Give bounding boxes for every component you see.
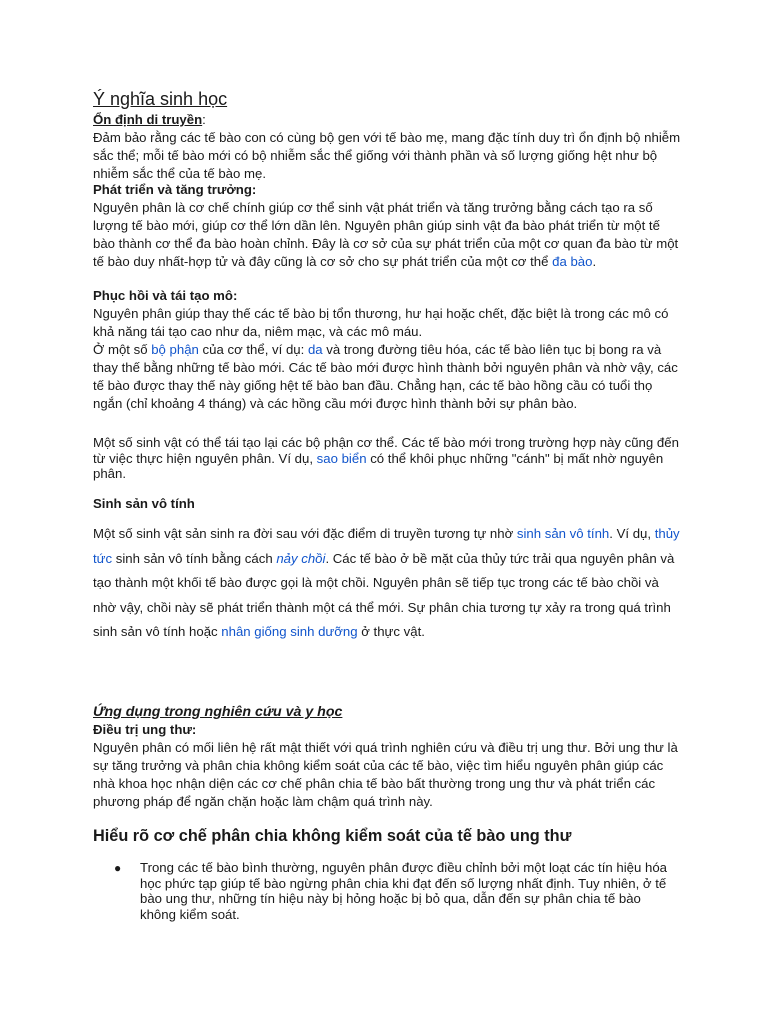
link-da-bao[interactable]: đa bào — [552, 254, 593, 269]
stability-section — [93, 111, 683, 183]
repair-p2-end: và trong đường tiêu hóa, các tế bào liên tục bị bong ra và thay thế bằng những tế bào mới. Các tế bào mới được hình thành bởi nguyên phân và nhờ vậy, các tế bào được thay thế này giống hệt tế bào ban đầu. Chẳng hạn, các tế bào hồng cầu có tuổi thọ ngắn (chỉ khoảng 4 tháng) và các hồng cầu mới được hình thành bởi sự phân bào. — [93, 342, 678, 411]
repair-section — [93, 287, 683, 413]
asexual-text-5: ở thực vật. — [357, 624, 425, 640]
cancer-treatment-text: Nguyên phân có mối liên hệ rất mật thiết với quá trình nghiên cứu và điều trị ung thư. Bởi ung thư là sự tăng trưởng và phân chia không kiểm soát của các tế bào, việc tìm hiểu nguyên phân giúp các nhà khoa học nhận diện các cơ chế phân chia tế bào bất thường trong ung thư và phát triển các phương pháp để ngăn chặn hoặc làm chậm quá trình này. — [93, 740, 678, 809]
growth-text-end: . — [592, 254, 597, 269]
growth-section — [93, 181, 683, 271]
growth-heading: Phát triển và tăng trưởng: — [93, 182, 257, 197]
link-sinh-san-vo-tinh[interactable]: sinh sản vô tính — [516, 526, 610, 541]
cancer-mechanism-heading: Hiểu rõ cơ chế phân chia không kiểm soát của tế bào ung thư — [93, 827, 572, 845]
stability-text: Đảm bảo rằng các tế bào con có cùng bộ gen với tế bào mẹ, mang đặc tính duy trì ổn định bộ nhiễm sắc thể; mỗi tế bào mới có bộ nhiễm sắc thể giống với thành phần và số lượng giống hệt như bộ nhiễm sắc thể của tế bào mẹ. — [93, 130, 681, 181]
asexual-text-1: Một số sinh vật sản sinh ra đời sau với đặc điểm di truyền tương tự nhờ — [93, 526, 517, 541]
regeneration-text-end: có thể khôi phục những "cánh" bị mất nhờ nguyên phân. — [93, 450, 664, 481]
asexual-text-3: sinh sản vô tính bằng cách — [112, 550, 277, 566]
link-thuy-tuc[interactable]: thủy tức — [93, 526, 680, 566]
link-nay-choi[interactable]: nảy chồi — [276, 550, 326, 566]
link-bo-phan[interactable]: bộ phận — [151, 342, 199, 357]
application-heading: Ứng dụng trong nghiên cứu và y học — [93, 704, 343, 720]
cancer-treatment-heading: Điều trị ung thư: — [93, 722, 197, 737]
repair-p2-start: Ở một số — [93, 342, 152, 357]
page-title: Ý nghĩa sinh học — [93, 89, 228, 109]
asexual-paragraph — [93, 522, 683, 645]
link-sao-bien[interactable]: sao biển — [316, 450, 367, 466]
asexual-text-4: . Các tế bào ở bề mặt của thủy tức trải qua nguyên phân và tạo thành một khối tế bào được gọi là một chồi. Nguyên phân sẽ tiếp tục trong các tế bào chồi và nhờ vậy, chồi này sẽ phát triển thành một cá thể mới. Sự phân chia tương tự xảy ra trong quá trình sinh sản vô tính hoặc — [93, 550, 675, 640]
repair-heading: Phục hồi và tái tạo mô: — [93, 288, 238, 303]
asexual-text-2: . Ví dụ, — [609, 526, 655, 541]
asexual-heading: Sinh sản vô tính — [93, 496, 195, 511]
bullet-dot: ● — [114, 861, 122, 875]
regeneration-paragraph — [93, 435, 683, 482]
cancer-treatment-section — [93, 721, 683, 811]
stability-colon: : — [202, 112, 206, 127]
growth-text: Nguyên phân là cơ chế chính giúp cơ thể sinh vật phát triển và tăng trưởng bằng cách tạo ra số lượng tế bào mới, giúp cơ thể lớn dần lên. Nguyên phân giúp sinh vật đa bào phát triển từ một tế bào thành cơ thể đa bào hoàn chỉnh. Đây là cơ sở của sự phát triển của một cơ quan đa bào từ một tế bào duy nhất-hợp tử và đây cũng là cơ sở cho sự phát triển của một cơ thể — [93, 200, 679, 269]
repair-text-1: Nguyên phân giúp thay thế các tế bào bị tổn thương, hư hại hoặc chết, đặc biệt là trong các mô có khả năng tái tạo cao như da, niêm mạc, và các mô máu. — [93, 306, 669, 339]
link-da[interactable]: da — [307, 342, 323, 357]
regeneration-text-start: Một số sinh vật có thể tái tạo lại các bộ phận cơ thể. Các tế bào mới trong trường hợp này cũng đến từ việc thực hiện nguyên phân. Ví dụ, — [93, 435, 679, 466]
list-item: Trong các tế bào bình thường, nguyên phân được điều chỉnh bởi một loạt các tín hiệu hóa học phức tạp giúp tế bào ngừng phân chia khi đạt đến số lượng nhất định. Tuy nhiên, ở tế bào ung thư, những tín hiệu này bị hỏng hoặc bị bỏ qua, dẫn đến sự phân chia tế bào không kiểm soát. — [140, 860, 667, 922]
link-nhan-giong-sinh-duong[interactable]: nhân giống sinh dưỡng — [221, 624, 358, 640]
repair-p2-mid: của cơ thể, ví dụ: — [198, 342, 308, 357]
stability-heading: Ổn định di truyền — [93, 112, 203, 127]
